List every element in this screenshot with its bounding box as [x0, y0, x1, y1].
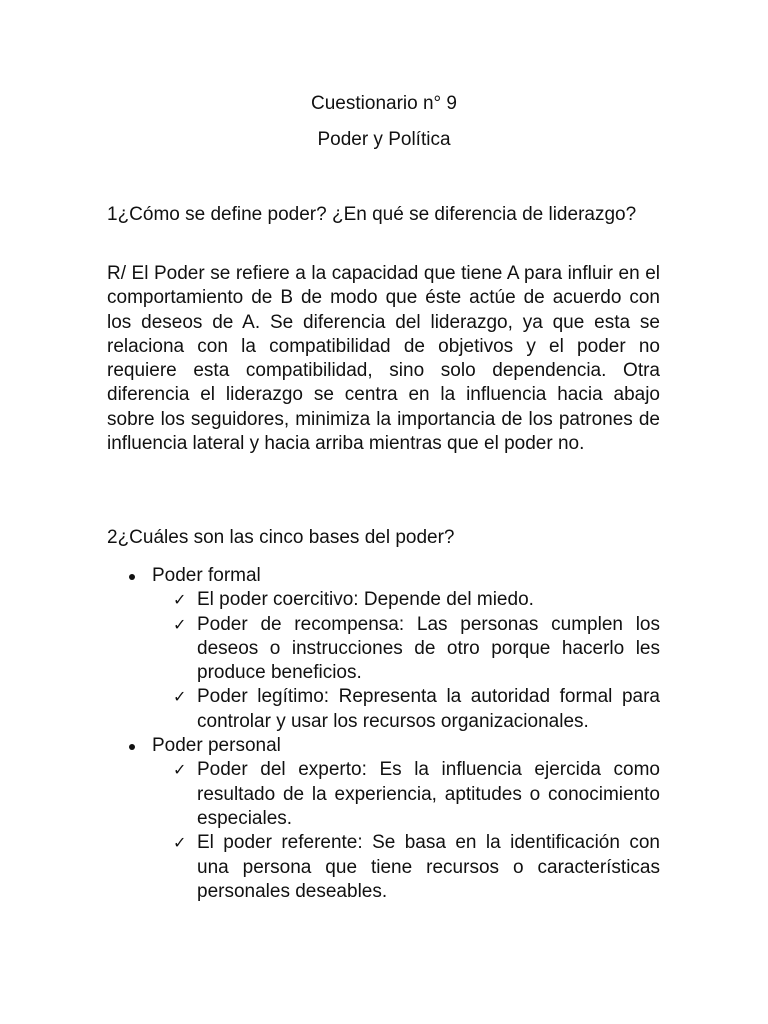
check-item-text: El poder referente: Se basa en la identificación con una persona que tiene recursos o características personales deseables.: [197, 832, 660, 902]
checkmark-icon: ✓: [173, 760, 187, 780]
list-item-legitimo: [107, 685, 660, 734]
answer-1: R/ El Poder se refiere a la capacidad que tiene A para influir en el comportamiento de B de modo que éste actúe de acuerdo con los deseos de A. Se diferencia del liderazgo, ya que esta se relaciona con la compatibilidad de objetivos y el poder no requiere esta compatibilidad, sino solo dependencia. Otra diferencia el liderazgo se centra en la influencia hacia abajo sobre los seguidores, minimiza la importancia de los patrones de influencia lateral y hacia arriba mientras que el poder no.: [107, 263, 660, 455]
bullet-dot-icon: [129, 574, 135, 580]
list-item-recompensa: [107, 613, 660, 686]
bullet-dot-icon: [129, 744, 135, 750]
question-2: 2¿Cuáles son las cinco bases del poder?: [107, 527, 455, 548]
document-subtitle: Poder y Política: [317, 129, 451, 150]
check-item-text: Poder del experto: Es la influencia ejercida como resultado de la experiencia, aptitudes o conocimiento especiales.: [197, 759, 660, 829]
question-1: 1¿Cómo se define poder? ¿En qué se diferencia de liderazgo?: [107, 204, 637, 225]
checkmark-icon: ✓: [173, 614, 187, 634]
checkmark-icon: ✓: [173, 687, 187, 707]
check-item-text: Poder legítimo: Representa la autoridad formal para controlar y usar los recursos organizacionales.: [197, 686, 660, 732]
list-item-poder-formal: [107, 564, 660, 588]
document-title: Cuestionario n° 9: [311, 93, 457, 114]
check-item-text: Poder de recompensa: Las personas cumplen los deseos o instrucciones de otro porque hacerlo les produce beneficios.: [197, 613, 660, 684]
list-item-coercitivo: [107, 588, 660, 612]
bullet-label: Poder formal: [152, 565, 261, 586]
list-item-poder-personal: [107, 734, 660, 758]
list-item-referente: [107, 831, 660, 904]
check-item-text: El poder coercitivo: Depende del miedo.: [197, 589, 534, 611]
bullet-label: Poder personal: [152, 735, 281, 757]
bases-list: [107, 564, 660, 904]
checkmark-icon: ✓: [173, 833, 187, 853]
list-item-experto: [107, 758, 660, 831]
checkmark-icon: ✓: [173, 590, 187, 610]
